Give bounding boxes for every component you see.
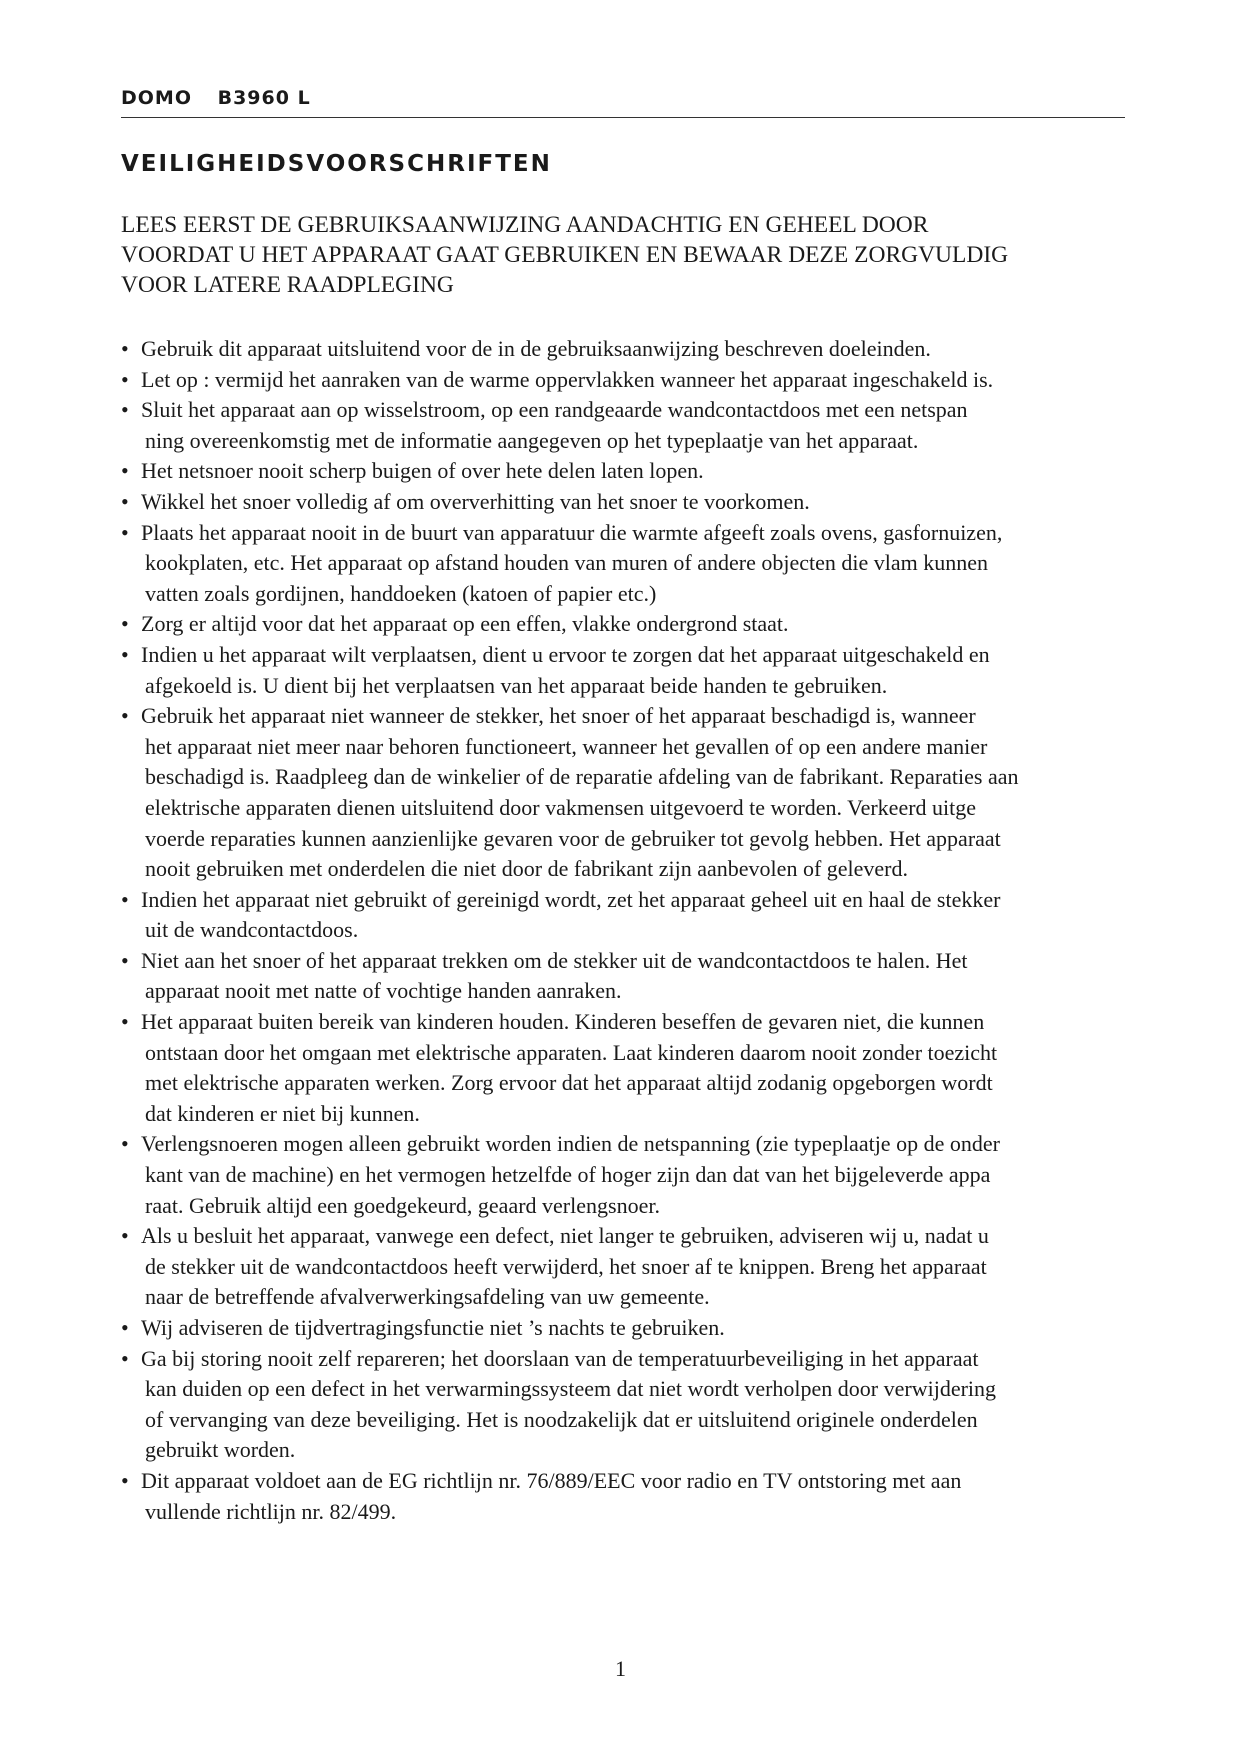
safety-rule-item — [121, 456, 1131, 487]
safety-rule-item — [121, 1344, 1131, 1466]
safety-rule-line: beschadigd is. Raadpleeg dan de winkelier of de reparatie afdeling van de fabrikant. Reparaties aan — [145, 764, 1019, 790]
safety-rule-line: ontstaan door het omgaan met elektrische apparaten. Laat kinderen daarom nooit zonder toezicht — [145, 1039, 998, 1065]
safety-rule-line: kant van de machine) en het vermogen hetzelfde of hoger zijn dan dat van het bijgeleverde appa — [145, 1162, 991, 1188]
safety-rule-line: vatten zoals gordijnen, handdoeken (katoen of papier etc.) — [145, 580, 657, 606]
safety-rule-line: gebruikt worden. — [145, 1437, 296, 1463]
safety-rule-item — [121, 1221, 1131, 1313]
safety-rule-line: • Ga bij storing nooit zelf repareren; het doorslaan van de temperatuurbeveiliging in het apparaat — [141, 1345, 979, 1371]
intro-line: LEES EERST DE GEBRUIKSAANWIJZING AANDACHTIG EN GEHEEL DOOR — [121, 212, 929, 238]
intro-line: VOORDAT U HET APPARAAT GAAT GEBRUIKEN EN BEWAAR DEZE ZORGVULDIG — [121, 242, 1009, 268]
safety-rule-line: • Niet aan het snoer of het apparaat trekken om de stekker uit de wandcontactdoos te halen. Het — [141, 947, 968, 973]
safety-rule-line: elektrische apparaten dienen uitsluitend door vakmensen uitgevoerd te worden. Verkeerd uitge — [145, 794, 977, 820]
safety-rule-line: afgekoeld is. U dient bij het verplaatsen van het apparaat beide handen te gebruiken. — [145, 672, 888, 698]
safety-rule-line: naar de betreffende afvalverwerkingsafdeling van uw gemeente. — [145, 1284, 710, 1310]
safety-rule-line: • Wikkel het snoer volledig af om oververhitting van het snoer te voorkomen. — [141, 488, 810, 514]
model-number: B3960 L — [217, 87, 311, 109]
intro-notice — [121, 210, 1121, 300]
safety-rule-line: vullende richtlijn nr. 82/499. — [145, 1498, 397, 1524]
safety-rule-line: • Indien u het apparaat wilt verplaatsen, dient u ervoor te zorgen dat het apparaat uitgeschakeld en — [141, 641, 990, 667]
safety-rule-line: • Plaats het apparaat nooit in de buurt van apparatuur die warmte afgeeft zoals ovens, gasfornuizen, — [141, 519, 1003, 545]
intro-line: VOOR LATERE RAADPLEGING — [121, 272, 454, 298]
safety-rule-item — [121, 518, 1131, 610]
safety-rule-line: de stekker uit de wandcontactdoos heeft verwijderd, het snoer af te knippen. Breng het apparaat — [145, 1253, 987, 1279]
safety-rule-item — [121, 885, 1131, 946]
safety-rule-line: • Zorg er altijd voor dat het apparaat op een effen, vlakke ondergrond staat. — [141, 611, 789, 637]
safety-rule-line: kan duiden op een defect in het verwarmingssysteem dat niet wordt verholpen door verwijdering — [145, 1376, 997, 1402]
safety-rule-line: ning overeenkomstig met de informatie aangegeven op het typeplaatje van het apparaat. — [145, 427, 919, 453]
safety-rule-line: of vervanging van deze beveiliging. Het is noodzakelijk dat er uitsluitend originele onderdelen — [145, 1406, 978, 1432]
page-header — [121, 84, 1125, 118]
safety-rule-line: nooit gebruiken met onderdelen die niet door de fabrikant zijn aanbevolen of geleverd. — [145, 856, 908, 882]
safety-rule-item — [121, 487, 1131, 518]
safety-rule-line: • Als u besluit het apparaat, vanwege een defect, niet langer te gebruiken, adviseren wij u, nadat u — [141, 1223, 989, 1249]
safety-rule-line: met elektrische apparaten werken. Zorg ervoor dat het apparaat altijd zodanig opgeborgen wordt — [145, 1070, 993, 1096]
safety-rule-line: voerde reparaties kunnen aanzienlijke gevaren voor de gebruiker tot gevolg hebben. Het apparaat — [145, 825, 1001, 851]
safety-rule-line: raat. Gebruik altijd een goedgekeurd, geaard verlengsnoer. — [145, 1192, 660, 1218]
safety-rule-line: • Indien het apparaat niet gebruikt of gereinigd wordt, zet het apparaat geheel uit en haal de stekker — [141, 886, 1001, 912]
safety-rule-line: • Let op : vermijd het aanraken van de warme oppervlakken wanneer het apparaat ingeschakeld is. — [141, 366, 994, 392]
safety-rule-item — [121, 365, 1131, 396]
page-number: 1 — [615, 1656, 626, 1681]
safety-rule-line: • Dit apparaat voldoet aan de EG richtlijn nr. 76/889/EEC voor radio en TV ontstoring met aan — [141, 1467, 962, 1493]
safety-rule-line: dat kinderen er niet bij kunnen. — [145, 1100, 420, 1126]
safety-rule-line: uit de wandcontactdoos. — [145, 917, 359, 943]
safety-rule-item — [121, 946, 1131, 1007]
safety-rule-item — [121, 1007, 1131, 1129]
safety-rule-item — [121, 1129, 1131, 1221]
safety-rule-item — [121, 609, 1131, 640]
safety-rules-list — [121, 334, 1131, 1527]
safety-rule-line: kookplaten, etc. Het apparaat op afstand houden van muren of andere objecten die vlam kunnen — [145, 550, 989, 576]
safety-rule-item — [121, 1466, 1131, 1527]
brand-logo: DOMO — [121, 87, 192, 109]
safety-rule-line: • Het apparaat buiten bereik van kinderen houden. Kinderen beseffen de gevaren niet, die kunnen — [141, 1009, 985, 1035]
safety-rule-line: • Gebruik het apparaat niet wanneer de stekker, het snoer of het apparaat beschadigd is, wanneer — [141, 703, 976, 729]
safety-rule-line: • Wij adviseren de tijdvertragingsfunctie niet ’s nachts te gebruiken. — [141, 1315, 725, 1340]
safety-rule-line: • Gebruik dit apparaat uitsluitend voor de in de gebruiksaanwijzing beschreven doeleinden. — [141, 336, 931, 361]
safety-rule-item — [121, 1313, 1131, 1344]
safety-rule-item — [121, 701, 1131, 885]
safety-rule-line: het apparaat niet meer naar behoren functioneert, wanneer het gevallen of op een andere manier — [145, 733, 988, 759]
safety-rule-item — [121, 395, 1131, 456]
safety-rule-line: apparaat nooit met natte of vochtige handen aanraken. — [145, 978, 622, 1004]
safety-rule-line: • Het netsnoer nooit scherp buigen of over hete delen laten lopen. — [141, 458, 704, 484]
safety-rule-item — [121, 334, 1131, 365]
section-title: VEILIGHEIDSVOORSCHRIFTEN — [121, 151, 552, 177]
safety-rule-line: • Sluit het apparaat aan op wisselstroom, op een randgeaarde wandcontactdoos met een netspan — [141, 397, 968, 423]
safety-rule-item — [121, 640, 1131, 701]
safety-rule-line: • Verlengsnoeren mogen alleen gebruikt worden indien de netspanning (zie typeplaatje op de onder — [141, 1131, 1000, 1157]
